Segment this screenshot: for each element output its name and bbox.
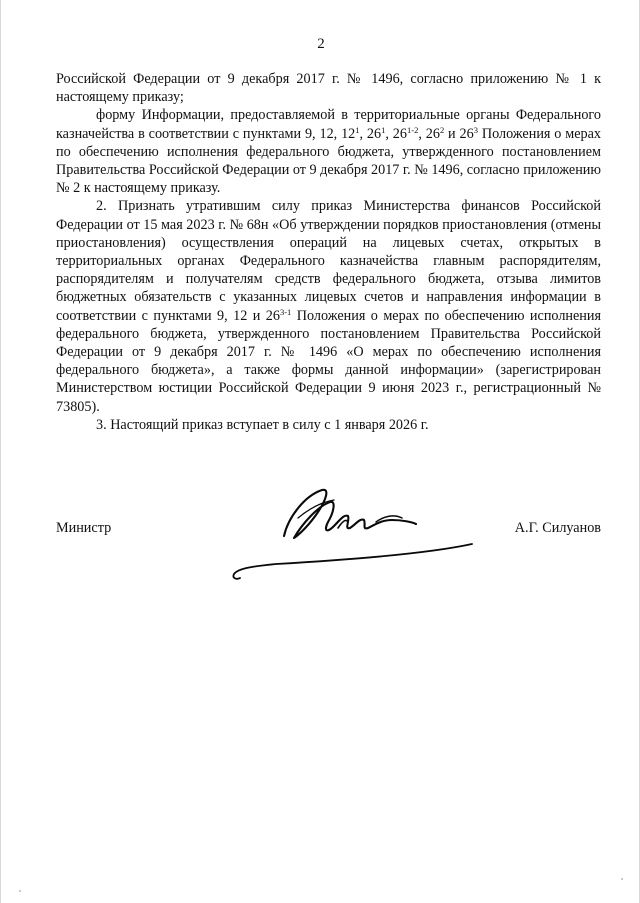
paragraph-text: , 26 [385,125,407,142]
paragraph-form-info [56,106,601,197]
signatory-name: А.Г. Силуанов [514,520,601,536]
document-body [56,70,601,434]
paragraph-text: 2. Признать утратившим силу приказ Министерства финансов Российской Федерации от 15 мая 2023 г. № 68н «Об утверждении порядков приостановления (отмены приостановления) осуществления операций на лицевых счетах, открытых в территориальных органах Федерального казначейства главным распорядителям, распорядителям и получателям средств федерального бюджета, отзыва лимитов бюджетных обязательств с указанных лицевых счетов и направления информации в соответствии с пунктами 9, 12 и 26 [56,198,601,324]
handwritten-signature [226,478,486,588]
signatory-title: Министр [56,520,112,536]
paragraph-text: Положения о мерах по обеспечению исполнения федерального бюджета, утвержденного постановлением Правительства Российской Федерации от 9 декабря 2017 г. № 1496, согласно приложению № 2 к настоящему приказу. [56,125,602,197]
paragraph-text: , 26 [418,125,440,142]
paragraph-item-2 [56,197,601,415]
scan-speck [19,890,21,892]
paragraph-text: Положения о мерах по обеспечению исполнения федерального бюджета, утвержденного постановлением Правительства Российской Федерации от 9 декабря 2017 г. № 1496 «О мерах по обеспечению исполнения федерального бюджета», а также формы данной информации» (зарегистрирован Министерством юстиции Российской Федерации 9 июня 2023 г., регистрационный № 73805). [56,307,602,415]
superscript: 3 [473,124,478,135]
paragraph-item-3: 3. Настоящий приказ вступает в силу с 1 января 2026 г. [96,416,429,433]
scan-speck [621,878,623,880]
paragraph-continuation: Российской Федерации от 9 декабря 2017 г. № 1496, согласно приложению № 1 к настоящему приказу; [56,71,601,106]
superscript: 2 [439,124,445,135]
superscript: 1 [381,124,386,135]
superscript: 1 [355,124,360,135]
page-number: 2 [317,36,325,52]
paragraph-text: , 26 [359,125,382,142]
paragraph-text: и 26 [444,125,474,142]
superscript: 3-1 [279,306,292,317]
paragraph-text: форму Информации, предоставляемой в территориальные органы Федерального казначейства в соответствии с пунктами 9, 12, 12 [56,107,601,142]
superscript: 1-2 [406,124,419,135]
